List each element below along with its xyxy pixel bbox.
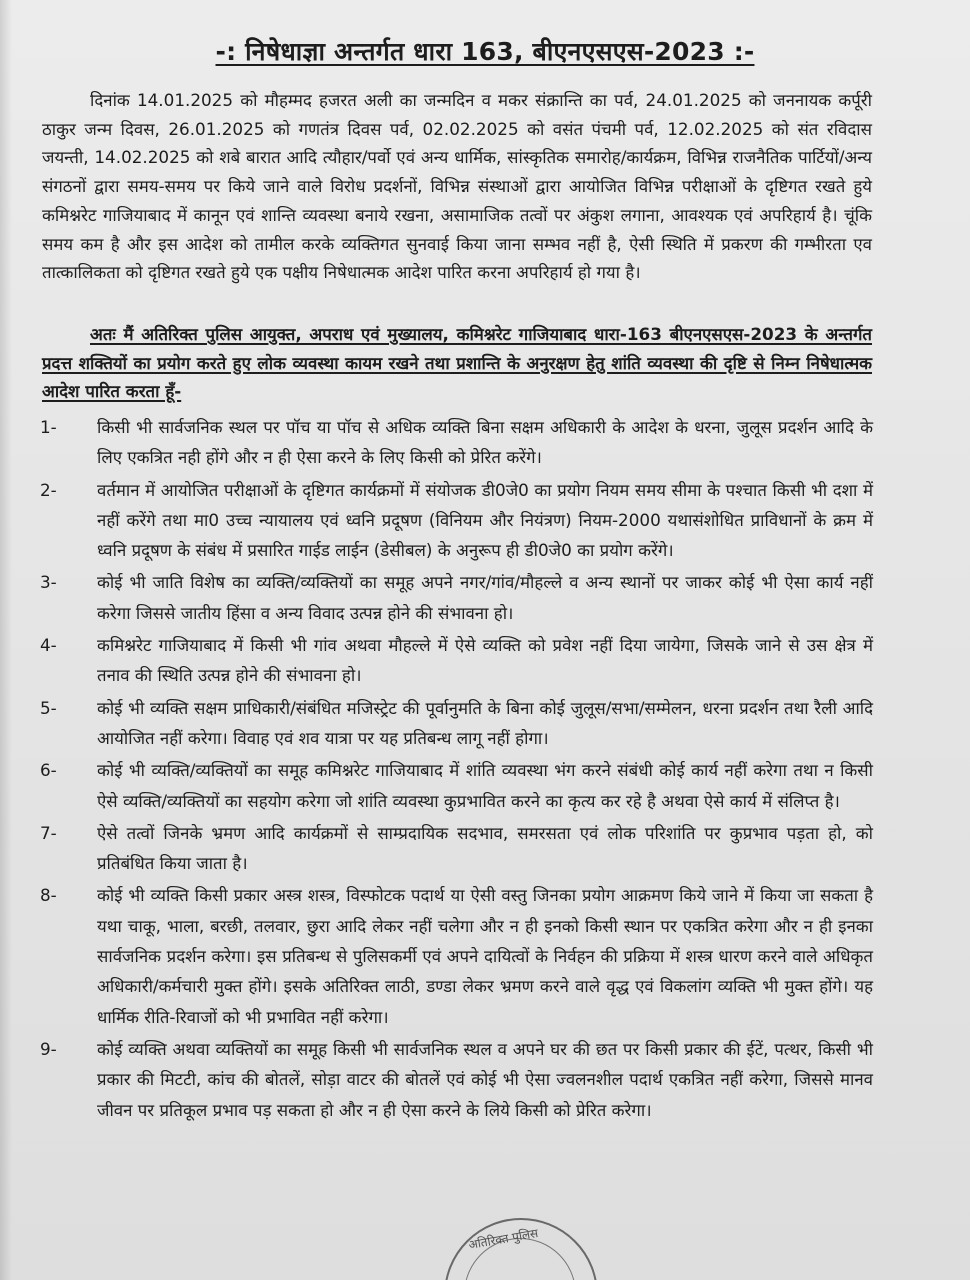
list-item <box>0 1034 970 1125</box>
item-number: 5- <box>40 697 57 718</box>
list-item <box>0 412 970 473</box>
item-number: 4- <box>40 635 57 656</box>
page-title-text: -: निषेधाज्ञा अन्तर्गत धारा 163, बीएनएसएस-2023 :- <box>215 37 755 66</box>
item-number: 9- <box>40 1038 57 1059</box>
item-text: वर्तमान में आयोजित परीक्षाओं के दृष्टिगत कार्यक्रमों में संयोजक डी0जे0 का प्रयोग नियम समय सीमा के पश्चात किसी भी दशा में नहीं करेंगे तथा मा0 उच्च न्यायालय एवं ध्वनि प्रदूषण (विनियम और नियंत्रण) नियम-2000 यथासंशोधित प्राविधानों के क्रम में ध्वनि प्रदूषण के संबंध में प्रसारित गाईड लाईन (डेसीबल) के अनुरूप ही डी0जे0 का प्रयोग करेंगे। <box>97 479 873 561</box>
item-text: किसी भी सार्वजनिक स्थल पर पॉच या पॉच से अधिक व्यक्ति बिना सक्षम अधिकारी के आदेश के धरना, जुलूस प्रदर्शन आदि के लिए एकत्रित नही होंगे और न ही ऐसा करने के लिए किसी को प्रेरित करेंगे। <box>97 417 873 468</box>
list-item <box>0 755 970 816</box>
seal-text: अतिरिक्त पुलिस <box>467 1225 540 1252</box>
item-text: कोई भी जाति विशेष का व्यक्ति/व्यक्तियों का समूह अपने नगर/गांव/मौहल्ले व अन्य स्थानों पर जाकर कोई भी ऐसा कार्य नहीं करेगा जिससे जातीय हिंसा व अन्य विवाद उत्पन्न होने की संभावना हो। <box>97 572 873 623</box>
item-number: 6- <box>40 760 57 781</box>
item-number: 3- <box>40 572 57 593</box>
item-text: कोई व्यक्ति अथवा व्यक्तियों का समूह किसी भी सार्वजनिक स्थल व अपने घर की छत पर किसी प्रकार की ईटें, पत्थर, किसी भी प्रकार की मिटटी, कांच की बोतलें, सोड़ा वाटर की बोतलें एवं कोई भी ऐसा ज्वलनशील पदार्थ एकत्रित नहीं करेगा, जिससे मानव जीवन पर प्रतिकूल प्रभाव पड़ सकता हो और न ही ऐसा करने के लिये किसी को प्रेरित करेगा। <box>97 1038 873 1120</box>
item-text: कोई भी व्यक्ति सक्षम प्राधिकारी/संबंधित मजिस्ट्रेट की पूर्वानुमति के बिना कोई जुलूस/सभा/सम्मेलन, धरना प्रदर्शन तथा रैली आदि आयोजित नहीं करेगा। विवाह एवं शव यात्रा पर यह प्रतिबन्ध लागू नहीं होगा। <box>97 697 873 748</box>
item-number: 8- <box>40 885 57 906</box>
item-number: 7- <box>40 822 57 843</box>
order-paragraph: अतः मैं अतिरिक्त पुलिस आयुक्त, अपराध एवं मुख्यालय, कमिश्नरेट गाजियाबाद धारा-163 बीएनएसएस-2023 के अन्तर्गत प्रदत्त शक्तियों का प्रयोग करते हुए लोक व्यवस्था कायम रखने तथा प्रशान्ति के अनुरक्षण हेतु शांति व्यवस्था की दृष्टि से निम्न निषेधात्मक आदेश पारित करता हूँ- <box>42 324 872 402</box>
item-text: कोई भी व्यक्ति किसी प्रकार अस्त्र शस्त्र, विस्फोटक पदार्थ या ऐसी वस्तु जिनका प्रयोग आक्रमण किये जाने में किया जा सकता है यथा चाकू, भाला, बरछी, तलवार, छुरा आदि लेकर नहीं चलेगा और न ही इनको किसी स्थान पर एकत्रित करेगा और न ही इनका सार्वजनिक प्रदर्शन करेगा। इस प्रतिबन्ध से पुलिसकर्मी एवं अपने दायित्वों के निर्वहन की प्रक्रिया में शस्त्र धारण करने वाले अधिकृत अधिकारी/कर्मचारी मुक्त होंगे। इसके अतिरिक्त लाठी, डण्डा लेकर भ्रमण करने वाले वृद्ध एवं विकलांग व्यक्ति भी मुक्त होंगे। यह धार्मिक रीति-रिवाजों को भी प्रभावित नहीं करेगा। <box>97 885 873 1027</box>
item-number: 1- <box>40 417 57 437</box>
item-number: 2- <box>40 479 57 500</box>
item-text: कोई भी व्यक्ति/व्यक्तियों का समूह कमिश्नरेट गाजियाबाद में शांति व्यवस्था भंग करने संबंधी कोई कार्य नहीं करेगा तथा न किसी ऐसे व्यक्ति/व्यक्तियों का सहयोग करेगा जो शांति व्यवस्था कुप्रभावित करने का कृत्य कर रहे है अथवा ऐसे कार्य में संलिप्त है। <box>97 760 873 811</box>
item-text: ऐसे तत्वों जिनके भ्रमण आदि कार्यक्रमों से साम्प्रदायिक सदभाव, समरसता एवं लोक परिशांति पर कुप्रभाव पड़ता हो, को प्रतिबंधित किया जाता है। <box>97 822 873 874</box>
item-text: कमिश्नरेट गाजियाबाद में किसी भी गांव अथवा मौहल्ले में ऐसे व्यक्ति को प्रवेश नहीं दिया जायेगा, जिसके जाने से उस क्षेत्र में तनाव की स्थिति उत्पन्न होने की संभावना हो। <box>97 635 873 686</box>
list-item <box>0 630 970 691</box>
page-title <box>0 34 970 68</box>
list-item <box>0 475 970 566</box>
list-item <box>0 880 970 1031</box>
list-item <box>0 818 970 879</box>
list-item <box>0 693 970 754</box>
order-items-list <box>0 412 970 1127</box>
list-item <box>0 567 970 628</box>
official-seal <box>444 1218 598 1280</box>
intro-paragraph: दिनांक 14.01.2025 को मौहम्मद हजरत अली का जन्मदिन व मकर संक्रान्ति का पर्व, 24.01.2025 को जननायक कर्पूरी ठाकुर जन्म दिवस, 26.01.2025 को गणतंत्र दिवस पर्व, 02.02.2025 को वसंत पंचमी पर्व, 12.02.2025 को संत रविदास जयन्ती, 14.02.2025 को शबे बारात आदि त्यौहार/पर्वो एवं अन्य धार्मिक, सांस्कृतिक समारोह/कार्यक्रम, विभिन्न राजनैतिक पार्टियों/अन्य संगठनों द्वारा समय-समय पर किये जाने वाले विरोध प्रदर्शनों, विभिन्न संस्थाओं द्वारा आयोजित विभिन्न परीक्षाओं के दृष्टिगत रखते हुये कमिश्नरेट गाजियाबाद में कानून एवं शान्ति व्यवस्था बनाये रखना, असामाजिक तत्वों पर अंकुश लगाना, आवश्यक एवं अपरिहार्य है। चूंकि समय कम है और इस आदेश को तामील करके व्यक्तिगत सुनवाई किया जाना सम्भव नहीं है, ऐसी स्थिति में प्रकरण की गम्भीरता एव तात्कालिकता को दृष्टिगत रखते हुये एक पक्षीय निषेधात्मक आदेश पारित करना अपरिहार्य हो गया है। <box>42 90 872 283</box>
